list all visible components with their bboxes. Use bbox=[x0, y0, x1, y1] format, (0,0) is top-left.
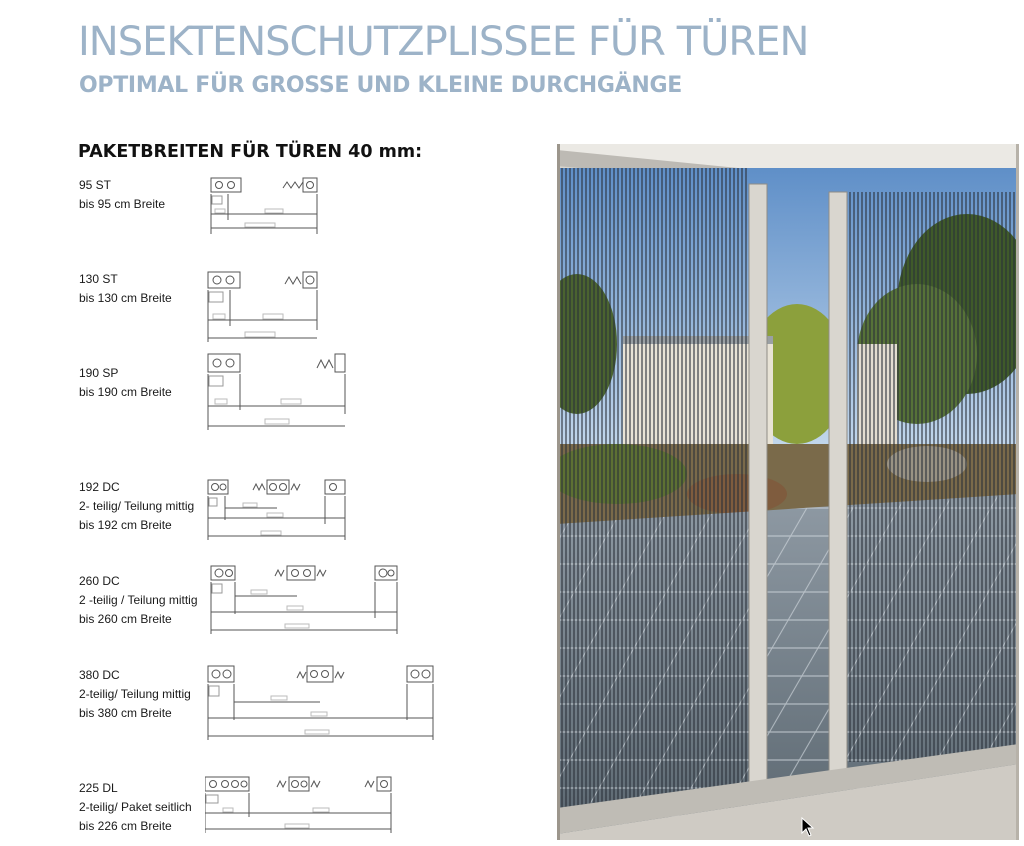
variant-line: bis 192 cm Breite bbox=[79, 518, 172, 532]
variant-model: 380 DC bbox=[79, 668, 120, 682]
page-title: INSEKTENSCHUTZPLISSEE FÜR TÜREN bbox=[78, 19, 809, 65]
variant-text bbox=[79, 572, 209, 629]
technical-drawing-130-st bbox=[205, 270, 325, 346]
technical-drawing-225-dl bbox=[205, 775, 400, 837]
variant-line: 2-teilig/ Teilung mittig bbox=[79, 687, 191, 701]
variant-line: bis 130 cm Breite bbox=[79, 291, 172, 305]
variant-model: 95 ST bbox=[79, 178, 112, 192]
mouse-pointer-icon bbox=[801, 817, 815, 842]
technical-drawing-192-dc bbox=[205, 478, 350, 544]
variant-text bbox=[79, 666, 209, 723]
variant-text bbox=[79, 364, 209, 402]
variant-line: bis 95 cm Breite bbox=[79, 197, 166, 211]
variant-model: 190 SP bbox=[79, 366, 119, 380]
variant-model: 225 DL bbox=[79, 781, 118, 795]
technical-drawing-260-dc bbox=[205, 562, 400, 638]
product-photo bbox=[557, 144, 1019, 840]
technical-drawing-380-dc bbox=[205, 664, 437, 744]
variant-model: 192 DC bbox=[79, 480, 120, 494]
variant-line: 2- teilig/ Teilung mittig bbox=[79, 499, 195, 513]
variant-text bbox=[79, 176, 209, 214]
variant-line: 2 -teilig / Teilung mittig bbox=[79, 593, 198, 607]
variant-line: bis 380 cm Breite bbox=[79, 706, 172, 720]
technical-drawing-190-sp bbox=[205, 352, 350, 434]
variant-line: bis 190 cm Breite bbox=[79, 385, 172, 399]
technical-drawing-95-st bbox=[205, 176, 325, 238]
section-heading: PAKETBREITEN FÜR TÜREN 40 mm: bbox=[78, 142, 423, 162]
variant-model: 260 DC bbox=[79, 574, 120, 588]
variant-text bbox=[79, 478, 209, 535]
page-subtitle: OPTIMAL FÜR GROSSE UND KLEINE DURCHGÄNGE bbox=[79, 73, 682, 98]
variant-model: 130 ST bbox=[79, 272, 118, 286]
variant-line: 2-teilig/ Paket seitlich bbox=[79, 800, 192, 814]
variant-line: bis 260 cm Breite bbox=[79, 612, 172, 626]
variant-line: bis 226 cm Breite bbox=[79, 819, 172, 833]
variant-text bbox=[79, 779, 209, 836]
variant-text bbox=[79, 270, 209, 308]
